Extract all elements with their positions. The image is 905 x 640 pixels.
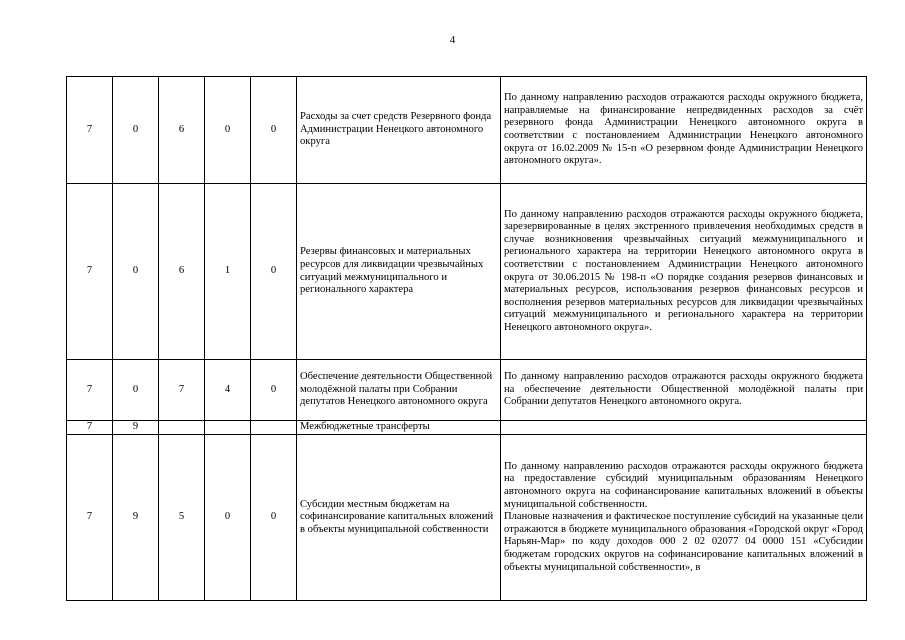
description-paragraph: По данному направлению расходов отражаются расходы окружного бюджета на обеспечение деятельности Общественной молодёжной палаты при Собрании депутатов Ненецкого автономного округа.	[504, 371, 863, 408]
code-digit-3	[159, 421, 205, 435]
code-digit-5: 0	[251, 77, 297, 184]
code-digit-3: 7	[159, 360, 205, 421]
page-number: 4	[449, 34, 456, 46]
code-digit-2: 0	[113, 360, 159, 421]
description-paragraph: Плановые назначения и фактическое поступление субсидий на указанные цели отражаются в бюджете муниципального образования «Городской округ «Город Нарьян-Мар» по коду доходов 000 2 02 02077 04 0000 151 «Субсидии бюджетам городских округов на софинансирование капитальных вложений в объекты муниципальной собственности», в	[504, 511, 863, 573]
expense-name: Субсидии местным бюджетам на софинансирование капитальных вложений в объекты муниципальной собственности	[297, 435, 501, 601]
expense-name: Расходы за счет средств Резервного фонда Администрации Ненецкого автономного округа	[297, 77, 501, 184]
description-paragraph: По данному направлению расходов отражаются расходы окружного бюджета, направляемые на финансирование непредвиденных расходов за счёт резервного фонда Администрации Ненецкого автономного округа в соответствии с постановлением Администрации Ненецкого автономного округа от 16.02.2009 № 15-п «О резервном фонде Администрации Ненецкого автономного округа».	[504, 92, 863, 167]
description-paragraph: По данному направлению расходов отражаются расходы окружного бюджета на предоставление субсидий муниципальным образованиям Ненецкого автономного округа на софинансирование капитальных вложений в объекты муниципальной собственности.	[504, 460, 863, 510]
code-digit-4: 0	[205, 435, 251, 601]
code-digit-1: 7	[67, 184, 113, 360]
code-digit-4: 1	[205, 184, 251, 360]
code-digit-4: 0	[205, 77, 251, 184]
code-digit-3: 6	[159, 184, 205, 360]
code-digit-2: 0	[113, 184, 159, 360]
description-paragraph: По данному направлению расходов отражаются расходы окружного бюджета, зарезервированные в целях экстренного привлечения необходимых средств в случае возникновения чрезвычайных ситуаций межмуниципального и регионального характера на территории Ненецкого автономного округа в соответствии с постановлением Администрации Ненецкого автономного округа от 30.06.2015 № 198-п «О порядке создания резервов финансовых и материальных ресурсов, использования резервов финансовых ресурсов и восполнения резервов материальных ресурсов для ликвидации чрезвычайных ситуаций межмуниципального и регионального характера на территории Ненецкого автономного округа».	[504, 208, 863, 333]
table-row	[67, 77, 867, 184]
expense-description	[501, 421, 867, 435]
expense-description	[501, 360, 867, 421]
table-row	[67, 435, 867, 601]
table-row	[67, 184, 867, 360]
code-digit-3: 5	[159, 435, 205, 601]
code-digit-1: 7	[67, 435, 113, 601]
expense-name: Резервы финансовых и материальных ресурсов для ликвидации чрезвычайных ситуаций межмуниципального и регионального характера	[297, 184, 501, 360]
code-digit-4	[205, 421, 251, 435]
code-digit-5: 0	[251, 360, 297, 421]
code-digit-3: 6	[159, 77, 205, 184]
expense-name: Обеспечение деятельности Общественной молодёжной палаты при Собрании депутатов Ненецкого автономного округа	[297, 360, 501, 421]
expense-description	[501, 435, 867, 601]
expense-description	[501, 77, 867, 184]
table-row	[67, 360, 867, 421]
table-row	[67, 421, 867, 435]
code-digit-4: 4	[205, 360, 251, 421]
code-digit-1: 7	[67, 77, 113, 184]
code-digit-5: 0	[251, 184, 297, 360]
code-digit-2: 0	[113, 77, 159, 184]
code-digit-2: 9	[113, 435, 159, 601]
code-digit-2: 9	[113, 421, 159, 435]
expense-description	[501, 184, 867, 360]
code-digit-5	[251, 421, 297, 435]
budget-classification-table	[66, 76, 867, 601]
code-digit-5: 0	[251, 435, 297, 601]
code-digit-1: 7	[67, 360, 113, 421]
code-digit-1: 7	[67, 421, 113, 435]
expense-name: Межбюджетные трансферты	[297, 421, 501, 435]
